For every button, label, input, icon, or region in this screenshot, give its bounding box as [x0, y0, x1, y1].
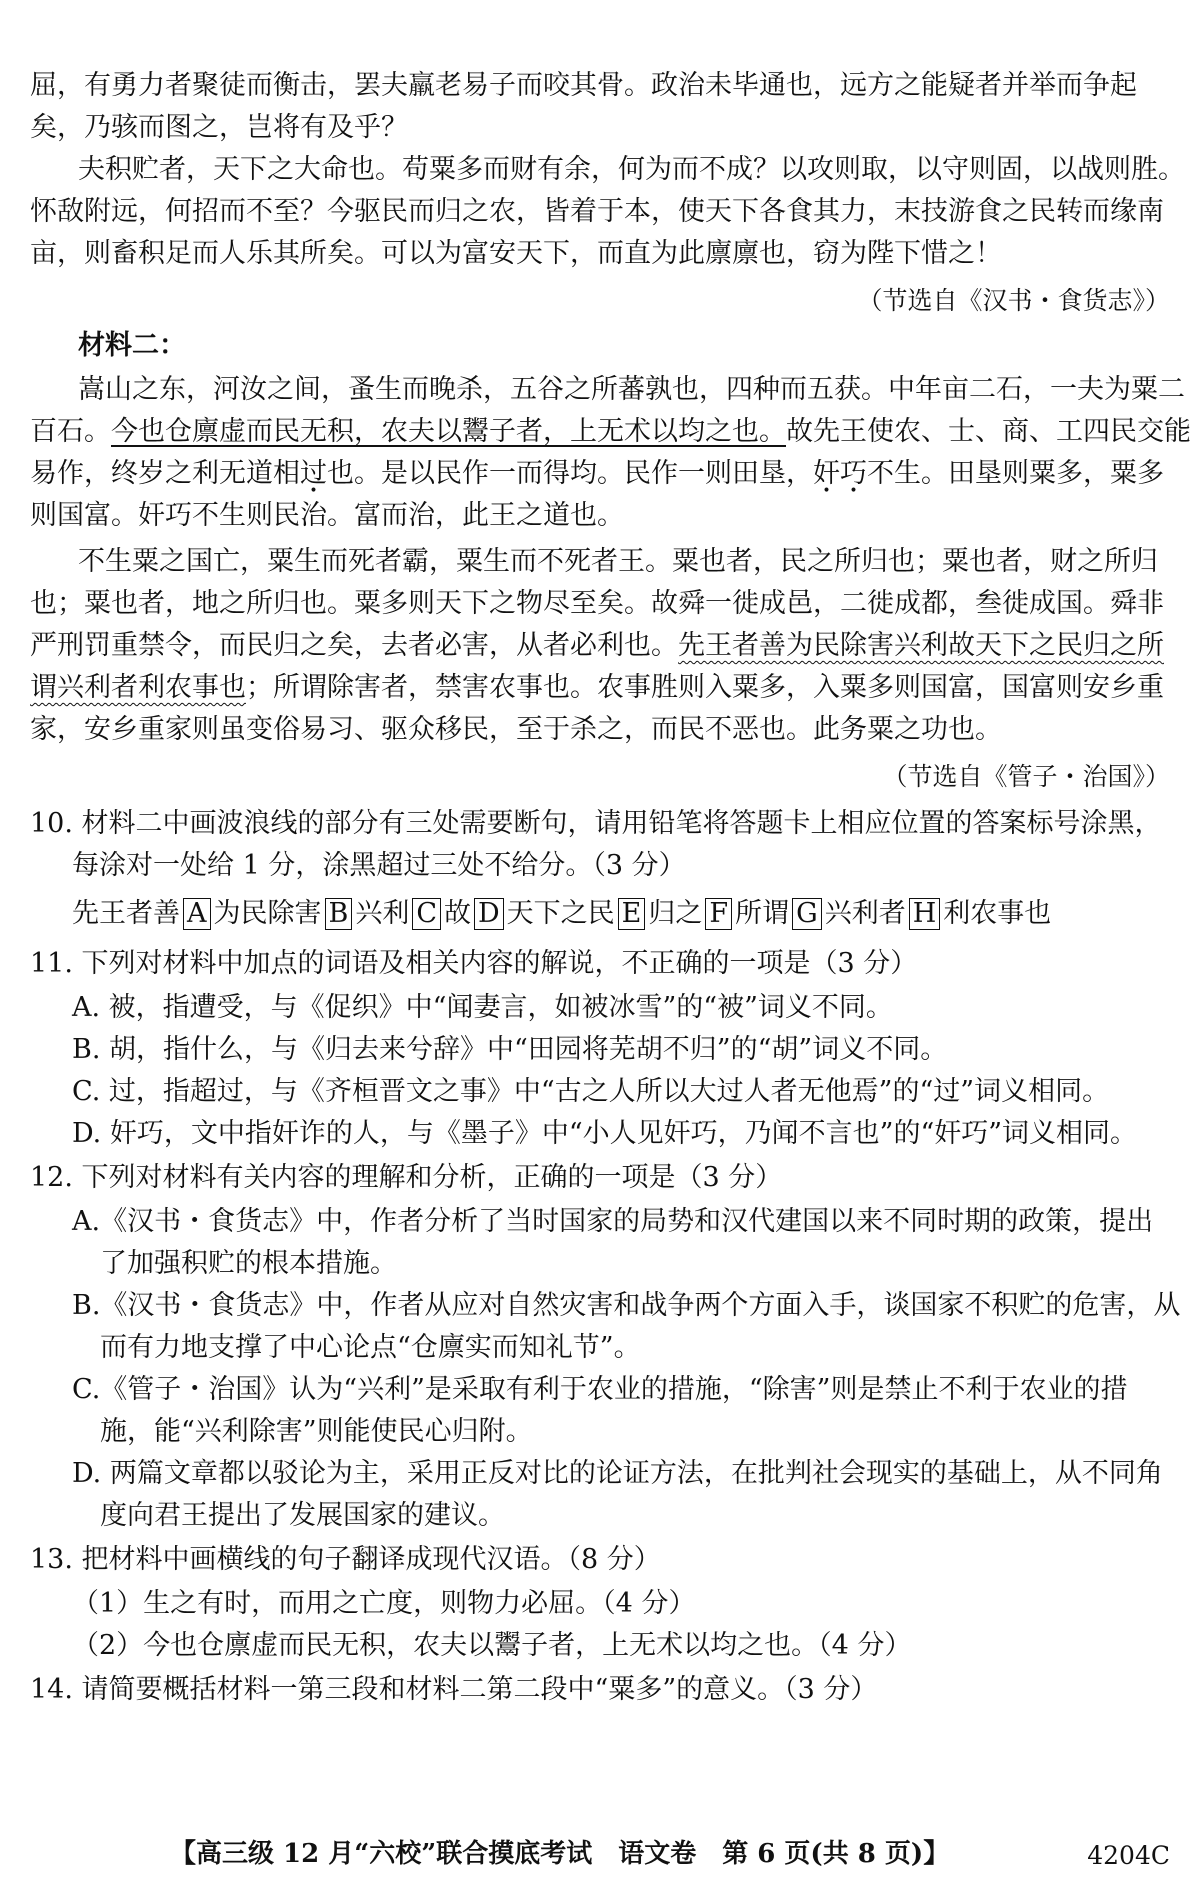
q11-option-c[interactable]: C. 过，指超过，与《齐桓晋文之事》中“古之人所以大过人者无他焉”的“过”词义相同。	[72, 1076, 1110, 1107]
m1-p2-line2: 怀敌附远，何招而不至？今驱民而归之农，皆着于本，使天下各食其力，末技游食之民转而缘南	[30, 196, 1164, 227]
m2-p1-line3	[30, 456, 1164, 492]
q13-sentence-2: （2）今也仓廪虚而民无积，农夫以鬻子者，上无术以均之也。（4 分）	[72, 1630, 912, 1661]
answer-box-a[interactable]: A	[183, 898, 211, 930]
m1-p1-line2: 矣，乃骇而图之，岂将有及乎？	[30, 112, 408, 143]
answer-box-g[interactable]: G	[792, 898, 822, 930]
answer-box-c[interactable]: C	[412, 898, 441, 930]
q10-seg: 兴利	[355, 898, 410, 929]
m2-p2-line3	[30, 628, 1164, 664]
q13-sentence-1: （1）生之有时，而用之亡度，则物力必屈。（4 分）	[72, 1588, 696, 1619]
answer-box-f[interactable]: F	[705, 898, 732, 930]
q11-option-b[interactable]: B. 胡，指什么，与《归去来兮辞》中“田园将芜胡不归”的“胡”词义不同。	[72, 1034, 948, 1065]
q10-seg: 天下之民	[506, 898, 615, 929]
q12-option-c-line1[interactable]: C.《管子・治国》认为“兴利”是采取有利于农业的措施，“除害”则是禁止不利于农业的措	[72, 1374, 1128, 1405]
q12-option-b-line2[interactable]: 而有力地支撑了中心论点“仓廪实而知礼节”。	[100, 1332, 641, 1363]
q14-stem: 14. 请简要概括材料一第三段和材料二第二段中“粟多”的意义。（3 分）	[30, 1674, 878, 1705]
m2-p1-line4: 则国富。奸巧不生则民治。富而治，此王之道也。	[30, 500, 624, 531]
q10-seg: 所谓	[735, 898, 790, 929]
q10-sentence	[72, 896, 1051, 932]
q12-option-c-line2[interactable]: 施，能“兴利除害”则能使民心归附。	[100, 1416, 533, 1447]
answer-box-d[interactable]: D	[474, 898, 504, 930]
m2-p1-line3-a: 易作，终岁之利无道相	[30, 458, 300, 489]
q11-stem: 11. 下列对材料中加点的词语及相关内容的解说，不正确的一项是（3 分）	[30, 948, 918, 979]
m2-p2-line4	[30, 670, 1164, 706]
m2-p1-line3-b: 也。是以民作一而得均。民作一则田垦，	[327, 458, 813, 489]
wavy-underline-part1: 先王者善为民除害兴利故天下之民归之所	[678, 630, 1164, 661]
m2-p1-line1: 嵩山之东，河汝之间，蚤生而晚杀，五谷之所蕃孰也，四种而五获。中年亩二石，一夫为粟二	[78, 374, 1185, 405]
q11-option-d[interactable]: D. 奸巧，文中指奸诈的人，与《墨子》中“小人见奸巧，乃闻不言也”的“奸巧”词义相同。	[72, 1118, 1138, 1149]
q10-seg: 兴利者	[824, 898, 906, 929]
m2-p2-line1: 不生粟之国亡，粟生而死者霸，粟生而不死者王。粟也者，民之所归也；粟也者，财之所归	[78, 546, 1158, 577]
m2-source: （节选自《管子・治国》）	[882, 762, 1170, 791]
q12-option-b-line1[interactable]: B.《汉书・食货志》中，作者从应对自然灾害和战争两个方面入手，谈国家不积贮的危害，从	[72, 1290, 1181, 1321]
q11-option-a[interactable]: A. 被，指遭受，与《促织》中“闻妻言，如被冰雪”的“被”词义不同。	[72, 992, 893, 1023]
q12-option-a-line1[interactable]: A.《汉书・食货志》中，作者分析了当时国家的局势和汉代建国以来不同时期的政策，提出	[72, 1206, 1154, 1237]
m2-p2-line4-b: ；所谓除害者，禁害农事也。农事胜则入粟多，入粟多则国富，国富则安乡重	[246, 672, 1164, 703]
q10-seg: 先王者善	[72, 898, 180, 929]
underlined-sentence-2: 今也仓廪虚而民无积，农夫以鬻子者，上无术以均之也。	[111, 416, 786, 447]
q10-seg: 归之	[648, 898, 703, 929]
answer-box-e[interactable]: E	[618, 898, 646, 930]
m2-p1-line2-a: 百石。	[30, 416, 111, 447]
q10-seg: 为民除害	[213, 898, 322, 929]
m2-p2-line3-a: 严刑罚重禁令，而民归之矣，去者必害，从者必利也。	[30, 630, 678, 661]
m2-p1-line3-c: 不生。田垦则粟多，粟多	[867, 458, 1164, 489]
m1-source: （节选自《汉书・食货志》）	[857, 286, 1170, 315]
q12-option-d-line1[interactable]: D. 两篇文章都以驳论为主，采用正反对比的论证方法，在批判社会现实的基础上，从不同角	[72, 1458, 1163, 1489]
q12-option-a-line2[interactable]: 了加强积贮的根本措施。	[100, 1248, 397, 1279]
m2-heading: 材料二：	[78, 330, 186, 361]
m2-p2-line5: 家，安乡重家则虽变俗易习、驱众移民，至于杀之，而民不恶也。此务粟之功也。	[30, 714, 1002, 745]
q10-seg: 故	[444, 898, 472, 929]
m2-p1-line2	[30, 414, 1191, 450]
m1-p2-line1: 夫积贮者，天下之大命也。苟粟多而财有余，何为而不成？以攻则取，以守则固，以战则胜。	[78, 154, 1185, 185]
m2-p1-line2-b: 故先王使农、士、商、工四民交能	[786, 416, 1191, 447]
dotted-word-guo: 过	[300, 458, 327, 489]
q12-option-d-line2[interactable]: 度向君王提出了发展国家的建议。	[100, 1500, 505, 1531]
q10-seg: 利农事也	[943, 898, 1052, 929]
wavy-underline-part2: 谓兴利者利农事也	[30, 672, 246, 703]
dotted-word-jian: 奸	[813, 458, 840, 489]
paper-code: 4204C	[1087, 1841, 1170, 1870]
page-footer: 【高三级 12 月“六校”联合摸底考试 语文卷 第 6 页(共 8 页)】	[170, 1839, 950, 1869]
m1-p2-line3: 亩，则畜积足而人乐其所矣。可以为富安天下，而直为此廪廪也，窃为陛下惜之！	[30, 238, 1002, 269]
q10-stem-line1: 10. 材料二中画波浪线的部分有三处需要断句，请用铅笔将答题卡上相应位置的答案标号涂黑，	[30, 808, 1162, 839]
q12-stem: 12. 下列对材料有关内容的理解和分析，正确的一项是（3 分）	[30, 1162, 783, 1193]
q10-stem-line2: 每涂对一处给 1 分，涂黑超过三处不给分。（3 分）	[72, 850, 686, 881]
dotted-word-qiao: 巧	[840, 458, 867, 489]
answer-box-b[interactable]: B	[325, 898, 353, 930]
answer-box-h[interactable]: H	[909, 898, 941, 930]
m2-p2-line2: 也；粟也者，地之所归也。粟多则天下之物尽至矣。故舜一徙成邑，二徙成都，叁徙成国。舜非	[30, 588, 1164, 619]
m1-p1-line1: 屈，有勇力者聚徒而衡击，罢夫羸老易子而咬其骨。政治未毕通也，远方之能疑者并举而争起	[30, 70, 1137, 101]
q13-stem: 13. 把材料中画横线的句子翻译成现代汉语。（8 分）	[30, 1544, 661, 1575]
